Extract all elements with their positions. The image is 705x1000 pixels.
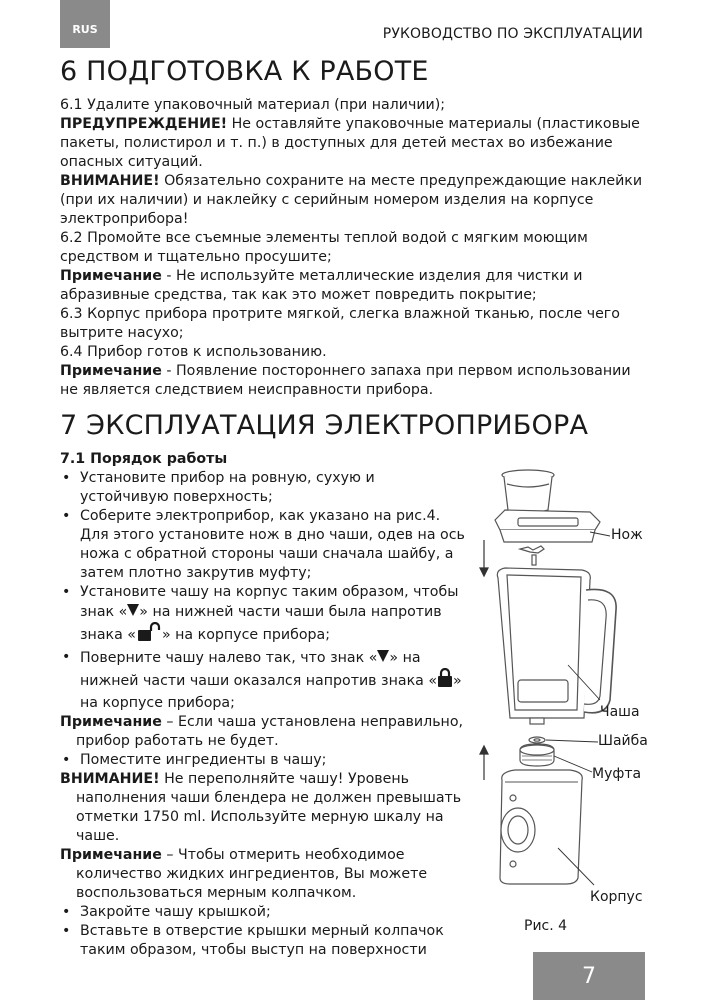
page-number-tab <box>533 952 645 1000</box>
washer-icon <box>529 737 545 743</box>
paragraph: Примечание - Появление постороннего запаха при первом использовании не является следствием неисправности прибора. <box>60 363 631 398</box>
list-item: • Закройте чашу крышкой; <box>60 903 465 922</box>
coupling-icon <box>520 744 554 766</box>
figure-caption: Рис. 4 <box>524 918 568 934</box>
label-washer: Шайба <box>598 733 648 749</box>
paragraph: Примечание - Не используйте металлические изделия для чистки и абразивные средства, так как это может повредить покрытие; <box>60 268 583 303</box>
page-number: 7 <box>582 963 596 989</box>
paragraph: 6.1 Удалите упаковочный материал (при наличии); <box>60 97 446 113</box>
measuring-cap-icon <box>502 470 554 513</box>
header-title: РУКОВОДСТВО ПО ЭКСПЛУАТАЦИИ <box>382 26 643 42</box>
label-knife: Нож <box>611 527 643 543</box>
knife-icon <box>520 546 544 565</box>
triangle-down-icon <box>377 648 389 668</box>
list-item: • Установите прибор на ровную, сухую и устойчивую поверхность; <box>60 469 465 507</box>
unlocked-padlock-icon <box>136 622 162 648</box>
label-body: Корпус <box>590 889 643 905</box>
warning: ВНИМАНИЕ! Не переполняйте чашу! Уровень наполнения чаши блендера не должен превышать отметки 1750 ml. Используйте мерную шкалу на чаше. <box>60 771 462 844</box>
paragraph: 6.3 Корпус прибора протрите мягкой, слегка влажной тканью, после чего вытрите насухо; <box>60 306 620 341</box>
list-item: • Поверните чашу налево так, что знак « » на нижней части чаши оказался напротив знака « » на корпусе прибора; <box>60 648 465 713</box>
language-label: RUS <box>72 23 98 36</box>
note: Примечание – Если чаша установлена неправильно, прибор работать не будет. <box>60 714 464 749</box>
section6-title: 6 ПОДГОТОВКА К РАБОТЕ <box>60 56 429 87</box>
section6-body <box>60 96 650 400</box>
label-coupling: Муфта <box>592 766 642 782</box>
section7-title: 7 ЭКСПЛУАТАЦИЯ ЭЛЕКТРОПРИБОРА <box>60 410 589 441</box>
locked-padlock-icon <box>437 668 453 694</box>
lid-icon <box>495 510 600 542</box>
subsection-title: 7.1 Порядок работы <box>60 451 228 467</box>
section7-body <box>60 450 465 960</box>
list-item: • Поместите ингредиенты в чашу; <box>60 751 465 770</box>
paragraph: 6.2 Промойте все съемные элементы теплой водой с мягким моющим средством и тщательно просушите; <box>60 230 588 265</box>
note: Примечание – Чтобы отмерить необходимое количество жидких ингредиентов, Вы можете воспользоваться мерным колпачком. <box>60 847 428 901</box>
paragraph: 6.4 Прибор готов к использованию. <box>60 344 327 360</box>
paragraph: ПРЕДУПРЕЖДЕНИЕ! Не оставляйте упаковочные материалы (пластиковые пакеты, полистирол и т. п.) в доступных для детей местах во избежание опасных ситуаций. <box>60 116 640 170</box>
jar-icon <box>497 568 616 724</box>
label-bowl: Чаша <box>600 704 640 720</box>
language-tab <box>60 0 110 48</box>
triangle-down-icon <box>127 602 139 622</box>
list-item: • Вставьте в отверстие крышки мерный колпачок таким образом, чтобы выступ на поверхности <box>60 922 465 960</box>
motor-base-icon <box>500 770 582 884</box>
list-item: • Соберите электроприбор, как указано на рис.4. Для этого установите нож в дно чаши, одев на ось ножа с обратной стороны чаши сначала шайбу, а затем плотно закрутив муфту; <box>60 507 465 583</box>
list-item: • Установите чашу на корпус таким образом, чтобы знак « » на нижней части чаши была напротив знака « » на корпусе прибора; <box>60 583 465 648</box>
paragraph: ВНИМАНИЕ! Обязательно сохраните на месте предупреждающие наклейки (при их наличии) и наклейку с серийным номером изделия на корпусе электроприбора! <box>60 173 643 227</box>
